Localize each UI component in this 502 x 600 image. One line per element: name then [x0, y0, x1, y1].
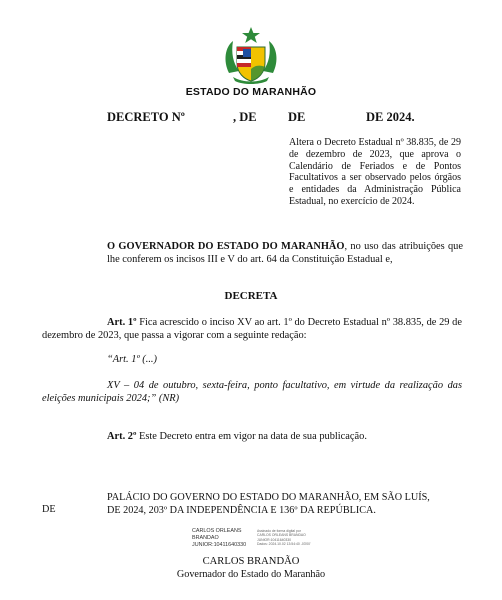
closing-line-1: PALÁCIO DO GOVERNO DO ESTADO DO MARANHÃO, EM SÃO LUÍS,	[107, 492, 430, 503]
article-2-label: Art. 2º	[107, 431, 137, 442]
digital-signature-line: BRANDAO	[192, 534, 219, 541]
digital-signature-line: JUNIOR:10411640330	[192, 541, 247, 548]
decree-summary: Altera o Decreto Estadual nº 38.835, de 29 de dezembro de 2023, que aprova o Calendário de Feriados e de Pontos Facultativos a ser observado pelos órgãos e entidades da Administração Pública Estadual, no exercício de 2024.	[289, 137, 461, 207]
signatory-role: Governador do Estado do Maranhão	[176, 569, 326, 580]
coat-of-arms-icon	[223, 25, 279, 85]
state-title: ESTADO DO MARANHÃO	[185, 86, 317, 98]
decree-year: DE 2024.	[366, 110, 415, 124]
decree-month-separator: DE	[288, 110, 306, 124]
digital-signature	[192, 528, 246, 548]
inciso-xv	[42, 379, 462, 405]
preamble-text: , no uso das atribuições que lhe conferem os incisos III e V do art. 64 da Constituição Estadual e,	[107, 241, 463, 265]
article-2-text: Este Decreto entra em vigor na data de sua publicação.	[136, 431, 367, 442]
state-coat-of-arms	[223, 25, 279, 85]
signatory-name: CARLOS BRANDÃO	[202, 556, 300, 567]
signature-detail-line: JUNIOR:10411640330	[257, 537, 292, 542]
article-1	[42, 316, 462, 342]
closing-statement	[107, 491, 463, 517]
closing-day-label: DE	[42, 504, 56, 515]
signature-detail-line: Dados: 2024.10.02 13:54:40 -03'00'	[257, 542, 311, 547]
preamble	[107, 240, 463, 266]
article-1-label: Art. 1º	[107, 317, 137, 328]
decreta-heading: DECRETA	[224, 290, 278, 302]
preamble-governor: O GOVERNADOR DO ESTADO DO MARANHÃO	[107, 241, 345, 252]
closing-line-2: DE 2024, 203º DA INDEPENDÊNCIA E 136º DA REPÚBLICA.	[107, 505, 376, 516]
inciso-xv-text: XV – 04 de outubro, sexta-feira, ponto facultativo, em virtude da realização das eleições municipais 2024;” (NR)	[42, 380, 462, 404]
decree-number-label: DECRETO Nº	[107, 110, 185, 124]
quoted-article: “Art. 1º (...)	[107, 354, 157, 365]
signature-detail-line: CARLOS ORLEANS BRANDAO	[257, 533, 306, 538]
signature-detail-line: Assinado de forma digital por	[257, 529, 301, 533]
decree-day-separator: , DE	[233, 110, 257, 124]
digital-signature-details	[257, 529, 327, 547]
article-1-text: Fica acrescido o inciso XV ao art. 1º do Decreto Estadual nº 38.835, de 29 de dezembro de 2023, que passa a vigorar com a seguinte redação:	[42, 317, 462, 341]
article-2	[107, 430, 367, 443]
digital-signature-line: CARLOS ORLEANS	[192, 528, 242, 534]
